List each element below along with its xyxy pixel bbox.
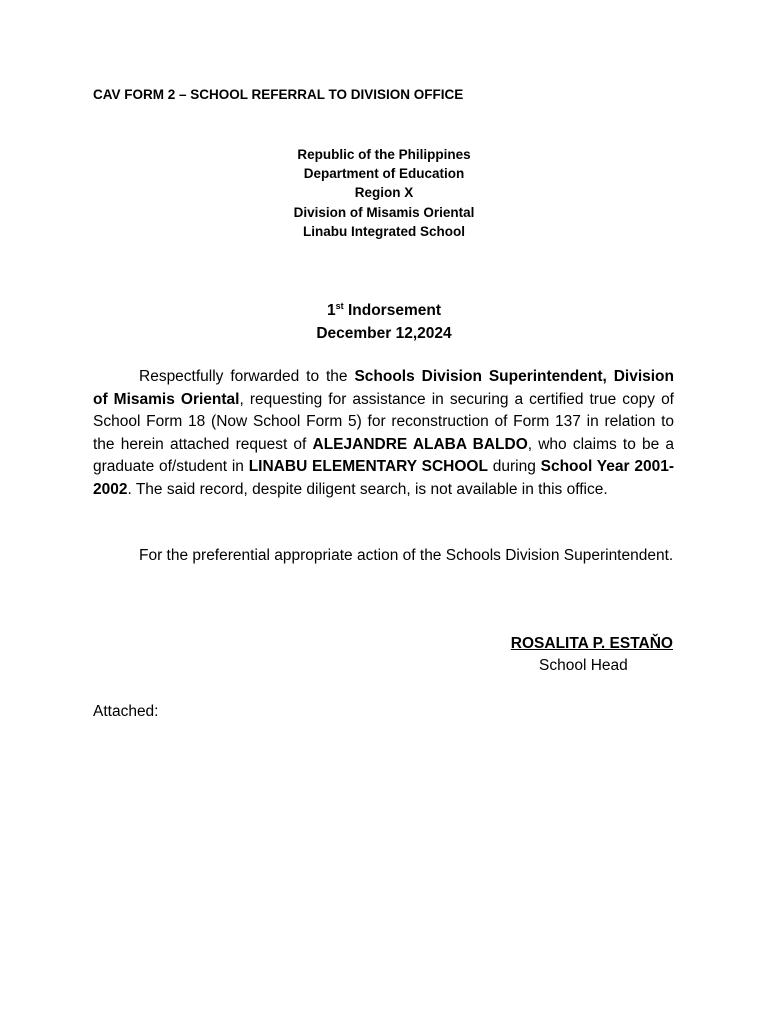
indorsement-heading xyxy=(0,299,768,345)
indorsement-ordinal-suffix: st xyxy=(335,301,344,311)
header-line-region: Region X xyxy=(354,185,414,201)
p1-addressee: Schools Division Superintendent, Division of Misamis Oriental xyxy=(93,368,674,408)
attached-label: Attached: xyxy=(93,703,159,720)
p1-school-name: LINABU ELEMENTARY SCHOOL xyxy=(248,458,488,475)
p1-text-1: Respectfully forwarded to the xyxy=(139,368,355,385)
indorsement-title xyxy=(0,299,768,322)
body-paragraph-action: For the preferential appropriate action of the Schools Division Superintendent. xyxy=(139,547,674,564)
body-paragraph-request xyxy=(93,366,674,501)
header-line-republic: Republic of the Philippines xyxy=(297,147,471,162)
p1-text-2: , requesting for assistance in securing a certified true copy of School Form 18 (Now School Form 5) for reconstruction of Form 137 in relation to the herein attached request of xyxy=(93,390,674,453)
header-line-department: Department of Education xyxy=(303,166,465,182)
signatory-name: ROSALITA P. ESTAŇO xyxy=(510,635,673,652)
p1-text-4: during xyxy=(487,458,541,475)
header-line-division: Division of Misamis Oriental xyxy=(293,204,475,220)
form-title: CAV FORM 2 – SCHOOL REFERRAL TO DIVISION OFFICE xyxy=(93,87,464,102)
p1-requester-name: ALEJANDRE ALABA BALDO xyxy=(312,435,528,453)
indorsement-label: Indorsement xyxy=(343,302,441,319)
header-line-school: Linabu Integrated School xyxy=(302,223,465,239)
p1-text-3: , who claims to be a graduate of/student in xyxy=(93,435,674,475)
p1-text-5: . The said record, despite diligent search, is not available in this office. xyxy=(127,480,608,498)
letterhead xyxy=(0,145,768,241)
p1-school-year: School Year 2001-2002 xyxy=(93,458,674,498)
indorsement-ordinal-number: 1 xyxy=(327,302,336,319)
indorsement-date: December 12,2024 xyxy=(316,325,452,342)
signatory-title: School Head xyxy=(539,657,628,674)
